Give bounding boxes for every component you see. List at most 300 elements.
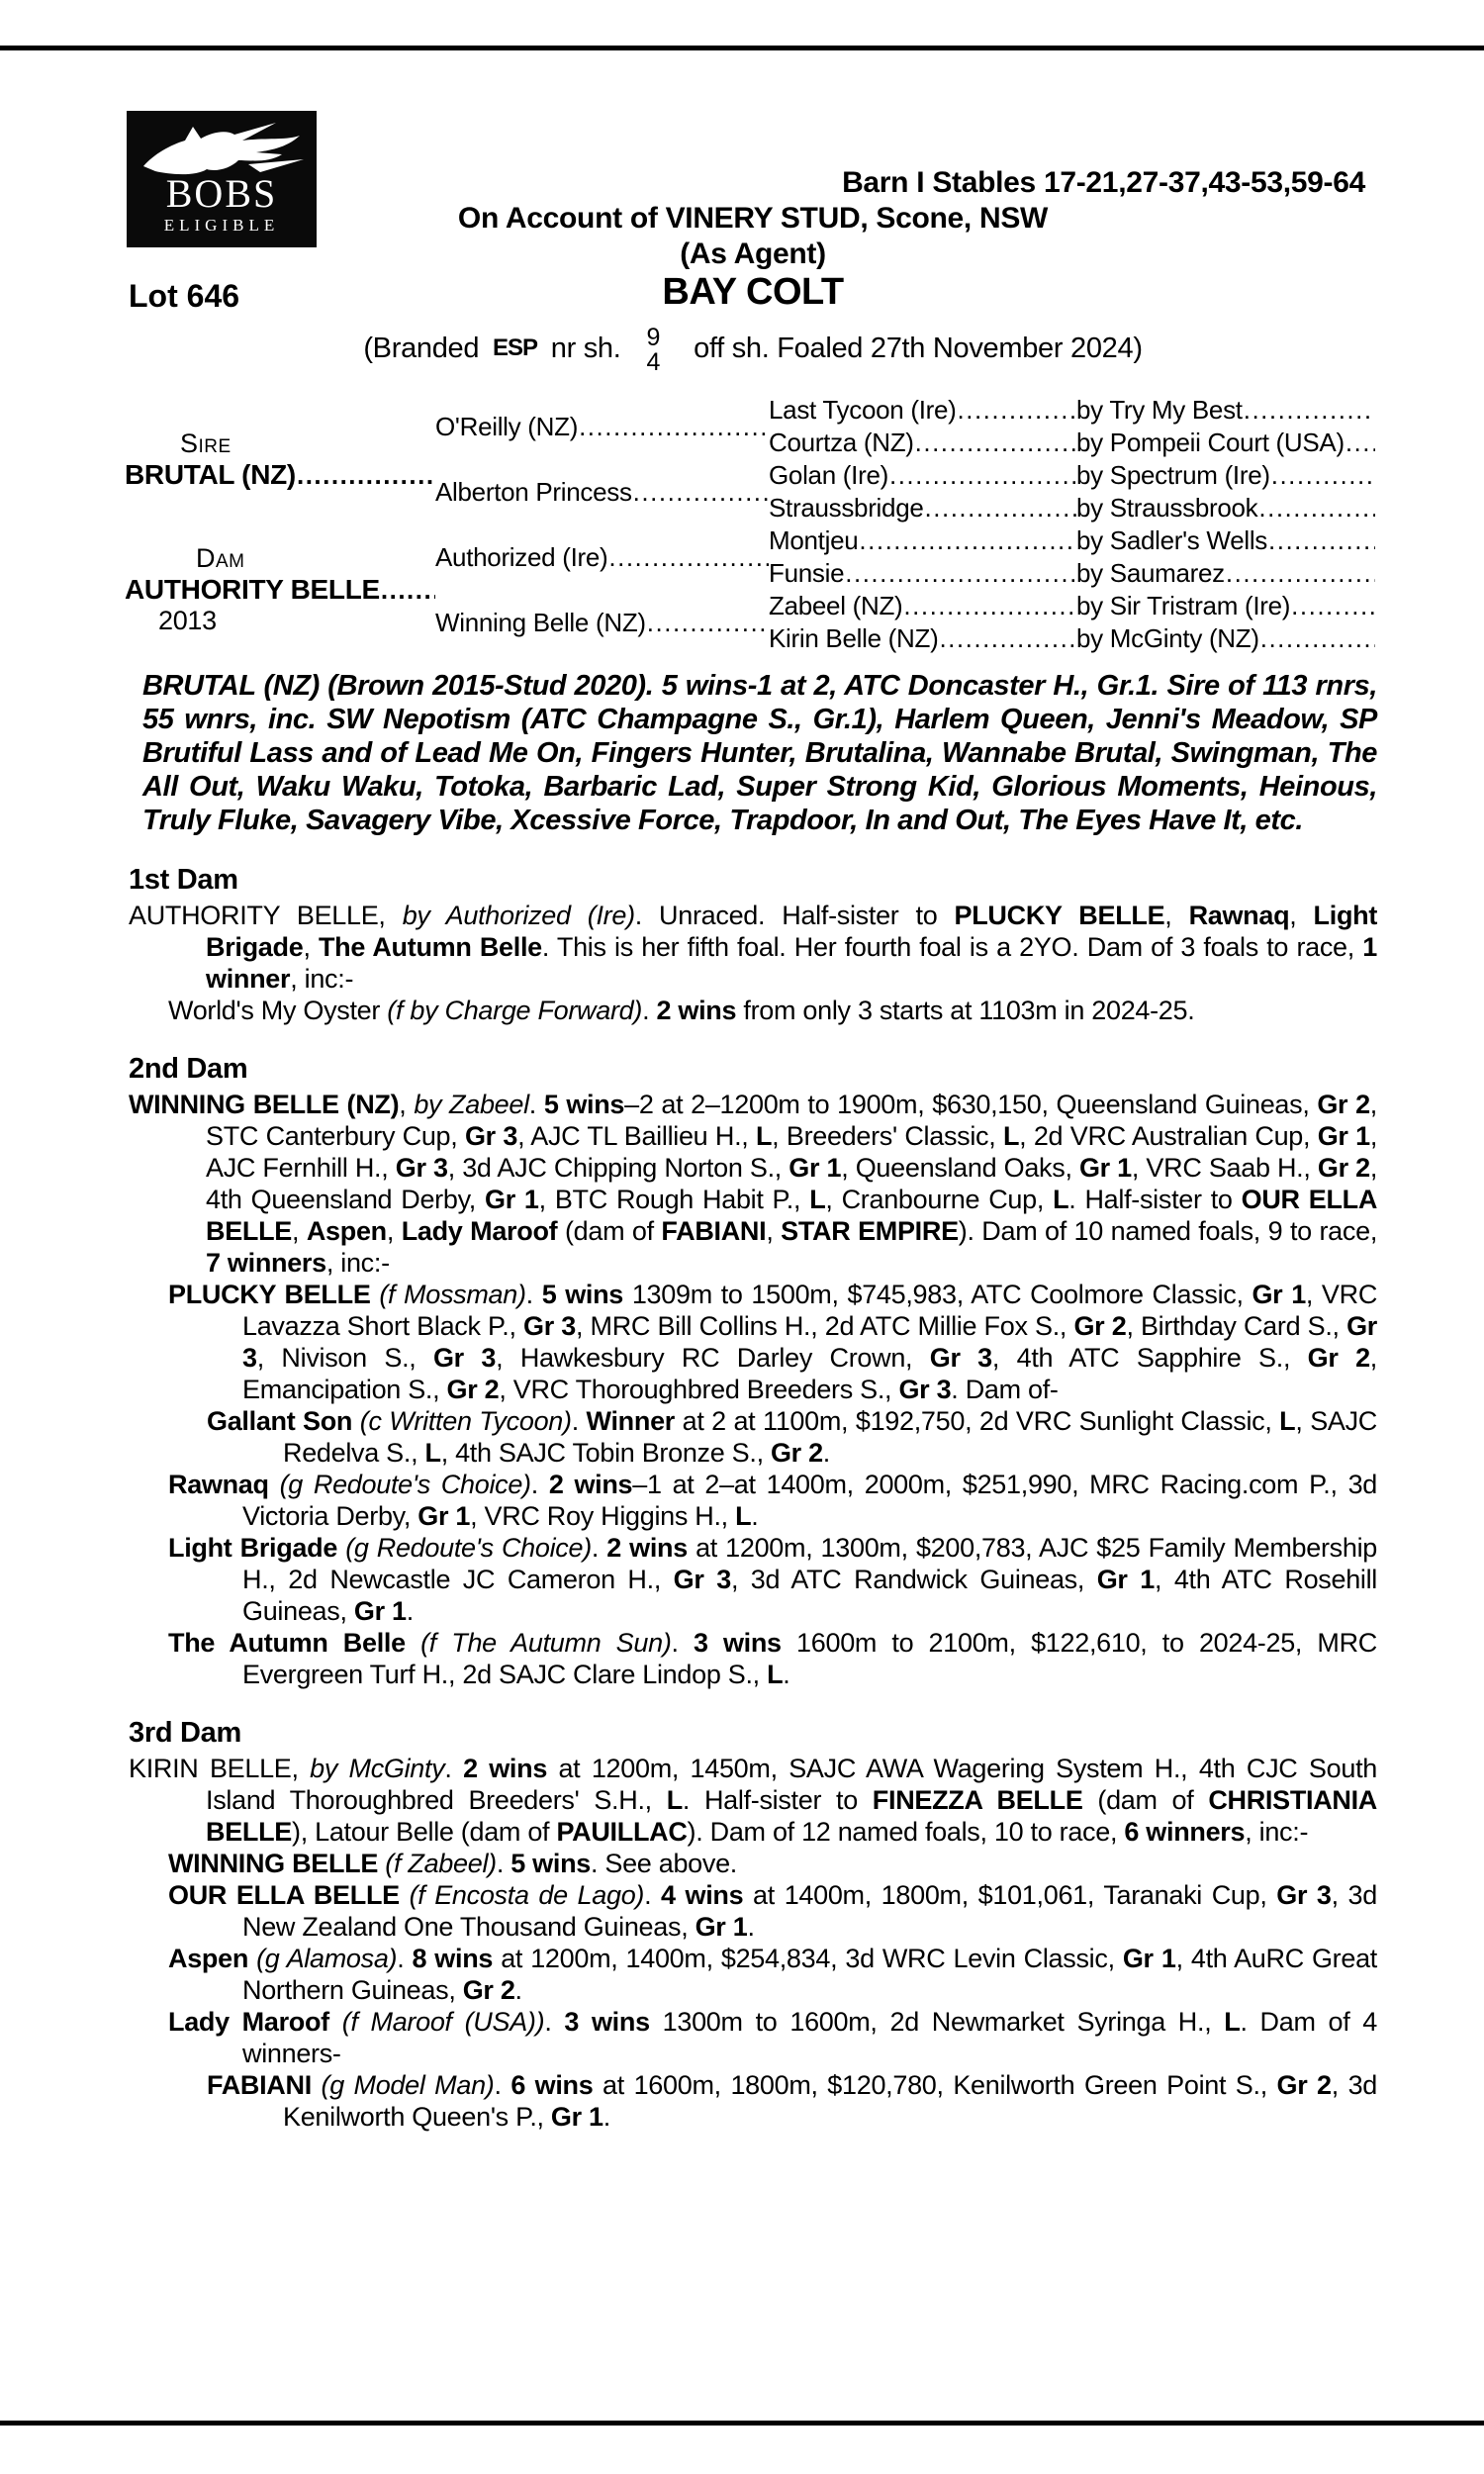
text-run: AUTHORITY BELLE, — [129, 901, 403, 930]
text-run: (dam of — [557, 1216, 662, 1246]
grandparent-cell — [769, 524, 1076, 557]
text-run: FABIANI — [661, 1216, 767, 1246]
text-run: Gr 3 — [242, 1311, 1377, 1373]
branded-prefix: (Branded — [363, 332, 487, 364]
text-run: by Authorized (Ire) — [402, 901, 635, 930]
text-run: 1 winner — [206, 932, 1378, 994]
text-run: L — [1053, 1185, 1069, 1214]
text-run: . — [591, 1533, 607, 1563]
dam-section-heading: 3rd Dam — [129, 1717, 241, 1749]
text-run: (f Zabeel) — [385, 1849, 497, 1878]
text-run: WINNING BELLE (NZ) — [129, 1090, 400, 1119]
text-run: . — [494, 2070, 511, 2100]
text-run: . — [671, 1628, 694, 1658]
pedigree-entry — [168, 1627, 1377, 1690]
barn-line: Barn I Stables 17-21,27-37,43-53,59-64 — [842, 166, 1365, 199]
text-run: PAUILLAC — [556, 1817, 688, 1847]
dam-section-heading: 1st Dam — [129, 864, 238, 896]
text-run: . Dam of 4 winners- — [242, 2007, 1378, 2068]
parent-name-row — [435, 412, 769, 442]
text-run: WINNING BELLE — [168, 1849, 386, 1878]
dot-leader — [1244, 395, 1375, 426]
dot-leader — [1271, 460, 1375, 491]
horse-name: by Spectrum (Ire) — [1076, 460, 1270, 490]
text-run: Gr 3 — [898, 1375, 952, 1404]
text-run: at 1600m, 1800m, $120,780, Kenilworth Green Point S., — [593, 2070, 1277, 2100]
text-run: . — [571, 1406, 587, 1436]
text-run: , SAJC Redelva S., — [283, 1406, 1378, 1468]
grandparent-name-row — [769, 623, 1076, 654]
text-run: L — [755, 1121, 773, 1151]
pedigree-entry — [168, 2006, 1377, 2069]
text-run: , inc:- — [1245, 1817, 1309, 1847]
brand-number — [647, 326, 661, 375]
pedigree-table — [125, 394, 1375, 655]
text-run: Gr 3 — [673, 1565, 731, 1594]
horse-name: Funsie — [769, 558, 845, 588]
text-run: CHRISTIANIA BELLE — [206, 1785, 1378, 1847]
text-run: L — [735, 1501, 752, 1531]
grandparent-cell — [769, 590, 1076, 622]
text-run: , VRC Lavazza Short Black P., — [242, 1280, 1378, 1341]
text-run: , Birthday Card S., — [1126, 1311, 1347, 1341]
text-run: . — [783, 1660, 790, 1689]
text-run: L — [1002, 1121, 1020, 1151]
greatgrandsire-cell — [1076, 459, 1375, 492]
text-run: . — [525, 1280, 542, 1309]
text-run: PLUCKY BELLE — [168, 1280, 380, 1309]
text-run: , AJC TL Baillieu H., — [517, 1121, 756, 1151]
grandparent-name-row — [769, 591, 1076, 621]
sire-block — [125, 394, 435, 524]
greatgrandsire-cell — [1076, 590, 1375, 622]
text-run: . — [406, 1596, 414, 1626]
text-run: at 2 at 1100m, $192,750, 2d VRC Sunlight Classic, — [675, 1406, 1280, 1436]
dam-block — [125, 524, 435, 655]
text-run: (g Redoute's Choice) — [279, 1470, 531, 1499]
text-run: ), Latour Belle (dam of — [292, 1817, 557, 1847]
text-run: . Half-sister to — [682, 1785, 873, 1815]
dot-leader — [1345, 428, 1375, 458]
dot-leader — [579, 412, 769, 442]
brand-number-top: 9 — [646, 324, 661, 351]
sire-label: Sire — [180, 428, 232, 458]
text-run: FABIANI — [207, 2070, 322, 2100]
dot-leader — [915, 428, 1076, 458]
text-run: , inc:- — [325, 1248, 390, 1278]
text-run: , 4th Queensland Derby, — [206, 1153, 1378, 1214]
pedigree-entry — [129, 900, 1377, 995]
pedigree-greatgrandsires-column — [1076, 394, 1375, 655]
pedigree-entry — [168, 1848, 1377, 1879]
text-run: L — [424, 1438, 441, 1468]
logo-subtext: ELIGIBLE — [163, 216, 280, 235]
text-run: The Autumn Belle — [318, 932, 542, 962]
vendor-line: On Account of VINERY STUD, Scone, NSW — [457, 202, 1049, 235]
dot-leader — [1258, 493, 1375, 523]
text-run: , Nivison S., — [256, 1343, 433, 1373]
agent-line: (As Agent) — [680, 238, 826, 270]
text-run: (f by Charge Forward) — [387, 996, 643, 1025]
parent-cell — [435, 394, 769, 459]
text-run: Gr 2 — [1276, 2070, 1332, 2100]
text-run: (c Written Tycoon) — [359, 1406, 572, 1436]
text-run: Gr 3 — [1276, 1880, 1332, 1910]
grandparent-name-row — [769, 525, 1076, 556]
text-run: 6 wins — [510, 2070, 594, 2100]
text-run: . Dam of- — [951, 1375, 1059, 1404]
text-run: Gr 2 — [770, 1438, 823, 1468]
logo-text: BOBS — [165, 171, 278, 216]
text-run: , Breeders' Classic, — [772, 1121, 1003, 1151]
dot-leader — [925, 493, 1076, 523]
text-run: , 2d VRC Australian Cup, — [1019, 1121, 1318, 1151]
text-run: OUR ELLA BELLE — [206, 1185, 1378, 1246]
horse-name: Golan (Ire) — [769, 460, 888, 490]
greatgrandsire-name-row — [1076, 395, 1375, 426]
text-run: . — [603, 2102, 610, 2132]
text-run: Aspen — [168, 1944, 257, 1973]
dot-leader — [647, 608, 769, 638]
text-run: . — [397, 1944, 413, 1973]
text-run: Winner — [586, 1406, 675, 1436]
text-run: . — [528, 1090, 544, 1119]
text-run: 2 wins — [606, 1533, 688, 1563]
branded-mid: nr sh. — [543, 332, 621, 364]
grandparent-cell — [769, 459, 1076, 492]
dot-leader — [859, 525, 1076, 556]
text-run: Gr 3 — [523, 1311, 576, 1341]
text-run: ). Dam of 10 named foals, 9 to race, — [958, 1216, 1378, 1246]
page-title: BAY COLT — [662, 271, 844, 313]
text-run: 4 wins — [661, 1880, 744, 1910]
text-run: Gr 2 — [462, 1975, 515, 2005]
text-run: Gr 2 — [1307, 1343, 1370, 1373]
horse-name: Alberton Princess — [435, 476, 632, 507]
greatgrandsire-cell — [1076, 427, 1375, 459]
text-run: at 1400m, 1800m, $101,061, Taranaki Cup, — [743, 1880, 1277, 1910]
grandparent-cell — [769, 622, 1076, 655]
pedigree-grandparents-column — [769, 394, 1076, 655]
text-run: by Zabeel — [414, 1090, 529, 1119]
text-run: 2 wins — [656, 996, 737, 1025]
pedigree-entry — [207, 1405, 1377, 1469]
parent-cell — [435, 590, 769, 655]
text-run: World's My Oyster — [168, 996, 388, 1025]
grandparent-cell — [769, 394, 1076, 427]
branded-suffix: off sh. Foaled 27th November 2024) — [694, 332, 1143, 364]
parent-cell — [435, 524, 769, 590]
text-run: . — [642, 996, 657, 1025]
grandparent-name-row — [769, 493, 1076, 523]
text-run: 3 wins — [693, 1628, 782, 1658]
text-run: Gallant Son — [207, 1406, 360, 1436]
text-run: , — [766, 1216, 782, 1246]
top-rule — [0, 46, 1484, 50]
text-run: Rawnaq — [168, 1470, 280, 1499]
text-run: Gr 1 — [788, 1153, 842, 1183]
text-run: . — [822, 1438, 830, 1468]
dot-leader — [381, 575, 435, 606]
text-run: . See above. — [590, 1849, 737, 1878]
text-run: , 3d New Zealand One Thousand Guineas, — [242, 1880, 1377, 1942]
text-run: , VRC Saab H., — [1131, 1153, 1318, 1183]
greatgrandsire-cell — [1076, 492, 1375, 524]
greatgrandsire-name-row — [1076, 428, 1375, 458]
greatgrandsire-cell — [1076, 557, 1375, 590]
text-run: KIRIN BELLE, — [129, 1754, 311, 1783]
text-run: Gr 2 — [1317, 1153, 1370, 1183]
greatgrandsire-name-row — [1076, 591, 1375, 621]
horse-name: O'Reilly (NZ) — [435, 411, 579, 441]
dot-leader — [633, 477, 769, 508]
text-run: Gr 1 — [417, 1501, 471, 1531]
dot-leader — [1226, 558, 1375, 589]
text-run: Gr 1 — [1078, 1153, 1132, 1183]
text-run: , 4th ATC Rosehill Guineas, — [242, 1565, 1378, 1626]
grandparent-cell — [769, 492, 1076, 524]
text-run: (f Mossman) — [379, 1280, 526, 1309]
text-run: , — [386, 1216, 402, 1246]
text-run: Gr 3 — [395, 1153, 448, 1183]
pedigree-entry — [168, 1879, 1377, 1943]
dot-leader — [845, 558, 1076, 589]
text-run: 7 winners — [206, 1248, 326, 1278]
text-run: at 1200m, 1400m, $254,834, 3d WRC Levin Classic, — [493, 1944, 1123, 1973]
parent-name-row — [435, 608, 769, 638]
text-run: Gr 1 — [485, 1185, 539, 1214]
parent-name-row — [435, 542, 769, 573]
text-run: 1600m to 2100m, $122,610, to 2024-25, MRC Evergreen Turf H., 2d SAJC Clare Lindop S., — [242, 1628, 1377, 1689]
horse-name: Straussbridge — [769, 493, 924, 523]
text-run: . Unraced. Half-sister to — [634, 901, 955, 930]
text-run: Gr 1 — [1122, 1944, 1176, 1973]
text-run: 6 winners — [1124, 1817, 1246, 1847]
text-run: L — [1224, 2007, 1241, 2037]
text-run: FINEZZA BELLE — [872, 1785, 1083, 1815]
text-run: at 1200m, 1300m, $200,783, AJC $25 Family Membership H., 2d Newcastle JC Cameron H., — [242, 1533, 1377, 1594]
dot-leader — [889, 460, 1076, 491]
horse-name: by Try My Best — [1076, 395, 1243, 425]
text-run: PLUCKY BELLE — [954, 901, 1165, 930]
text-run: Aspen — [306, 1216, 387, 1246]
horse-name: Last Tycoon (Ire) — [769, 395, 957, 425]
text-run: , Queensland Oaks, — [841, 1153, 1079, 1183]
text-run: Gr 1 — [1317, 1121, 1370, 1151]
text-run: , Emancipation S., — [242, 1343, 1377, 1404]
dam-foaling-year: 2013 — [158, 606, 217, 635]
parent-cell — [435, 459, 769, 524]
text-run: (dam of — [1082, 1785, 1209, 1815]
text-run: , 3d AJC Chipping Norton S., — [447, 1153, 789, 1183]
bottom-rule — [0, 2421, 1484, 2426]
text-run: , Hawkesbury RC Darley Crown, — [496, 1343, 930, 1373]
text-run: 2 wins — [548, 1470, 633, 1499]
horse-name: by Straussbrook — [1076, 493, 1258, 523]
text-run: 1309m to 1500m, $745,983, ATC Coolmore Classic, — [623, 1280, 1252, 1309]
dam-sections — [129, 863, 1377, 2133]
dot-leader — [958, 395, 1076, 426]
text-run: L — [767, 1660, 784, 1689]
text-run: 2 wins — [463, 1754, 548, 1783]
grandparent-name-row — [769, 558, 1076, 589]
text-run: , inc:- — [290, 964, 354, 994]
pedigree-text — [0, 669, 1484, 2133]
sire-name — [125, 459, 435, 491]
sire-summary-paragraph — [142, 669, 1377, 837]
parent-name-row — [435, 477, 769, 508]
text-run: L — [666, 1785, 683, 1815]
text-run: , — [303, 932, 319, 962]
text-run: , BTC Rough Habit P., — [538, 1185, 810, 1214]
grandparent-name-row — [769, 395, 1076, 426]
text-run: . — [496, 1849, 511, 1878]
horse-name: Winning Belle (NZ) — [435, 607, 646, 637]
text-run: . — [544, 2007, 565, 2037]
greatgrandsire-name-row — [1076, 460, 1375, 491]
horse-name: by Pompeii Court (USA) — [1076, 428, 1345, 457]
text-run: , MRC Bill Collins H., 2d ATC Millie Fox S., — [575, 1311, 1074, 1341]
pedigree-entry — [168, 1532, 1377, 1627]
text-run: Gr 3 — [929, 1343, 992, 1373]
text-run: (f Maroof (USA)) — [341, 2007, 545, 2037]
text-run: by McGinty — [310, 1754, 445, 1783]
dot-leader — [1291, 591, 1375, 621]
text-run: . — [747, 1912, 755, 1942]
grandparent-name-row — [769, 460, 1076, 491]
greatgrandsire-cell — [1076, 622, 1375, 655]
text-run: , VRC Thoroughbred Breeders S., — [499, 1375, 899, 1404]
horse-name: BRUTAL (NZ) — [125, 458, 296, 490]
brand-number-bottom: 4 — [646, 348, 661, 376]
text-run: , VRC Roy Higgins H., — [470, 1501, 736, 1531]
text-run: L — [1279, 1406, 1296, 1436]
text-run: 8 wins — [412, 1944, 494, 1973]
greatgrandsire-name-row — [1076, 558, 1375, 589]
text-run: (g Model Man) — [321, 2070, 495, 2100]
text-run: (f Encosta de Lago) — [409, 1880, 645, 1910]
greatgrandsire-name-row — [1076, 623, 1375, 654]
text-run: . Half-sister to — [1068, 1185, 1242, 1214]
text-run: , 4th SAJC Tobin Bronze S., — [440, 1438, 771, 1468]
text-run: Lady Maroof — [401, 1216, 558, 1246]
text-run: Rawnaq — [1188, 901, 1290, 930]
text-run: The Autumn Belle — [168, 1628, 421, 1658]
dot-leader — [1260, 623, 1375, 654]
text-run: Gr 2 — [1073, 1311, 1127, 1341]
text-run: 5 wins — [543, 1090, 625, 1119]
horse-name: Authorized (Ire) — [435, 541, 608, 572]
text-run: Gr 1 — [550, 2102, 603, 2132]
dam-section-heading: 2nd Dam — [129, 1053, 248, 1085]
text-run: Light Brigade — [168, 1533, 346, 1563]
text-run: Gr 1 — [1096, 1565, 1155, 1594]
pedigree-parents-column — [435, 394, 769, 655]
dot-leader — [903, 591, 1076, 621]
text-run: Gr 3 — [464, 1121, 518, 1151]
text-run: , — [1289, 901, 1314, 930]
pedigree-main-column — [125, 394, 435, 655]
text-run: . — [530, 1470, 549, 1499]
brand-code: ESP — [492, 334, 538, 361]
text-run: 5 wins — [510, 1849, 591, 1878]
text-run: (f The Autumn Sun) — [420, 1628, 672, 1658]
greatgrandsire-cell — [1076, 394, 1375, 427]
horse-name: Kirin Belle (NZ) — [769, 623, 939, 653]
greatgrandsire-cell — [1076, 524, 1375, 557]
dot-leader — [939, 623, 1076, 654]
pedigree-entry — [168, 1279, 1377, 1405]
pedigree-entry — [168, 995, 1377, 1026]
dot-leader — [297, 460, 435, 491]
text-run: Gr 2 — [1317, 1090, 1370, 1119]
dot-leader — [608, 542, 769, 573]
text-run: Gr 1 — [695, 1912, 748, 1942]
text-run: , AJC Fernhill H., — [206, 1121, 1378, 1183]
text-run: Lady Maroof — [168, 2007, 342, 2037]
text-run: L — [809, 1185, 826, 1214]
text-run: (g Redoute's Choice) — [345, 1533, 592, 1563]
text-run: , 4th ATC Sapphire S., — [991, 1343, 1308, 1373]
dam-label: Dam — [196, 543, 245, 573]
text-run: . — [514, 1975, 522, 2005]
grandparent-cell — [769, 557, 1076, 590]
text-run: , 3d Kenilworth Queen's P., — [283, 2070, 1378, 2132]
text-run: Gr 2 — [446, 1375, 500, 1404]
text-run: , 4th AuRC Great Northern Guineas, — [242, 1944, 1378, 2005]
text-run: Gr 3 — [432, 1343, 497, 1373]
text-run: , STC Canterbury Cup, — [206, 1090, 1377, 1151]
pedigree-entry — [129, 1753, 1377, 1848]
text-run: –1 at 2–at 1400m, 2000m, $251,990, MRC Racing.com P., 3d Victoria Derby, — [242, 1470, 1378, 1531]
text-run: . — [751, 1501, 759, 1531]
text-run: Gr 1 — [353, 1596, 407, 1626]
text-run: . — [444, 1754, 464, 1783]
pedigree-entry — [168, 1469, 1377, 1532]
grandparent-cell — [769, 427, 1076, 459]
lot-number: Lot 646 — [129, 278, 240, 314]
text-run: ). Dam of 12 named foals, 10 to race, — [687, 1817, 1125, 1847]
greatgrandsire-name-row — [1076, 493, 1375, 523]
text-run: OUR ELLA BELLE — [168, 1880, 410, 1910]
text-run: , — [1164, 901, 1189, 930]
text-run: , 3d ATC Randwick Guineas, — [730, 1565, 1097, 1594]
pedigree-entry — [129, 1089, 1377, 1279]
horse-name: AUTHORITY BELLE — [125, 574, 380, 605]
text-run: (g Alamosa) — [256, 1944, 398, 1973]
text-run: , — [399, 1090, 415, 1119]
text-run: 1300m to 1600m, 2d Newmarket Syringa H., — [649, 2007, 1225, 2037]
dot-leader — [1268, 525, 1375, 556]
horse-name: by McGinty (NZ) — [1076, 623, 1259, 653]
horse-name: by Sir Tristram (Ire) — [1076, 591, 1291, 620]
dam-name — [125, 574, 435, 606]
horse-name: Zabeel (NZ) — [769, 591, 903, 620]
text-run: BRUTAL (NZ) (Brown 2015-Stud 2020). 5 wins-1 at 2, ATC Doncaster H., Gr.1. Sire of 113 rnrs, 55 wnrs, inc. SW Nepotism (ATC Champagne S., Gr.1), Harlem Queen, Jenni's Meadow, SP Brutiful Lass and of Lead Me On, Fingers Hunter, Brutalina, Wannabe Brutal, Swingman, The All Out, Waku Waku, Totoka, Barbaric Lad, Super Strong Kid, Glorious Moments, Heinous, Truly Fluke, Savagery Vibe, Xcessive Force, Trapdoor, In and Out, The Eyes Have It, etc. — [142, 670, 1377, 836]
pedigree-entry — [207, 2069, 1377, 2133]
text-run: from only 3 starts at 1103m in 2024-25. — [736, 996, 1195, 1025]
text-run: . This is her fifth foal. Her fourth foal is a 2YO. Dam of 3 foals to race, — [541, 932, 1363, 962]
text-run: Gr 1 — [1252, 1280, 1306, 1309]
text-run: , Cranbourne Cup, — [825, 1185, 1054, 1214]
greatgrandsire-name-row — [1076, 525, 1375, 556]
text-run: , — [292, 1216, 307, 1246]
text-run: . — [644, 1880, 662, 1910]
brand-foaling-line — [129, 313, 1377, 384]
text-run: –2 at 2–1200m to 1900m, $630,150, Queensland Guineas, — [624, 1090, 1318, 1119]
text-run: 5 wins — [541, 1280, 624, 1309]
grandparent-name-row — [769, 428, 1076, 458]
